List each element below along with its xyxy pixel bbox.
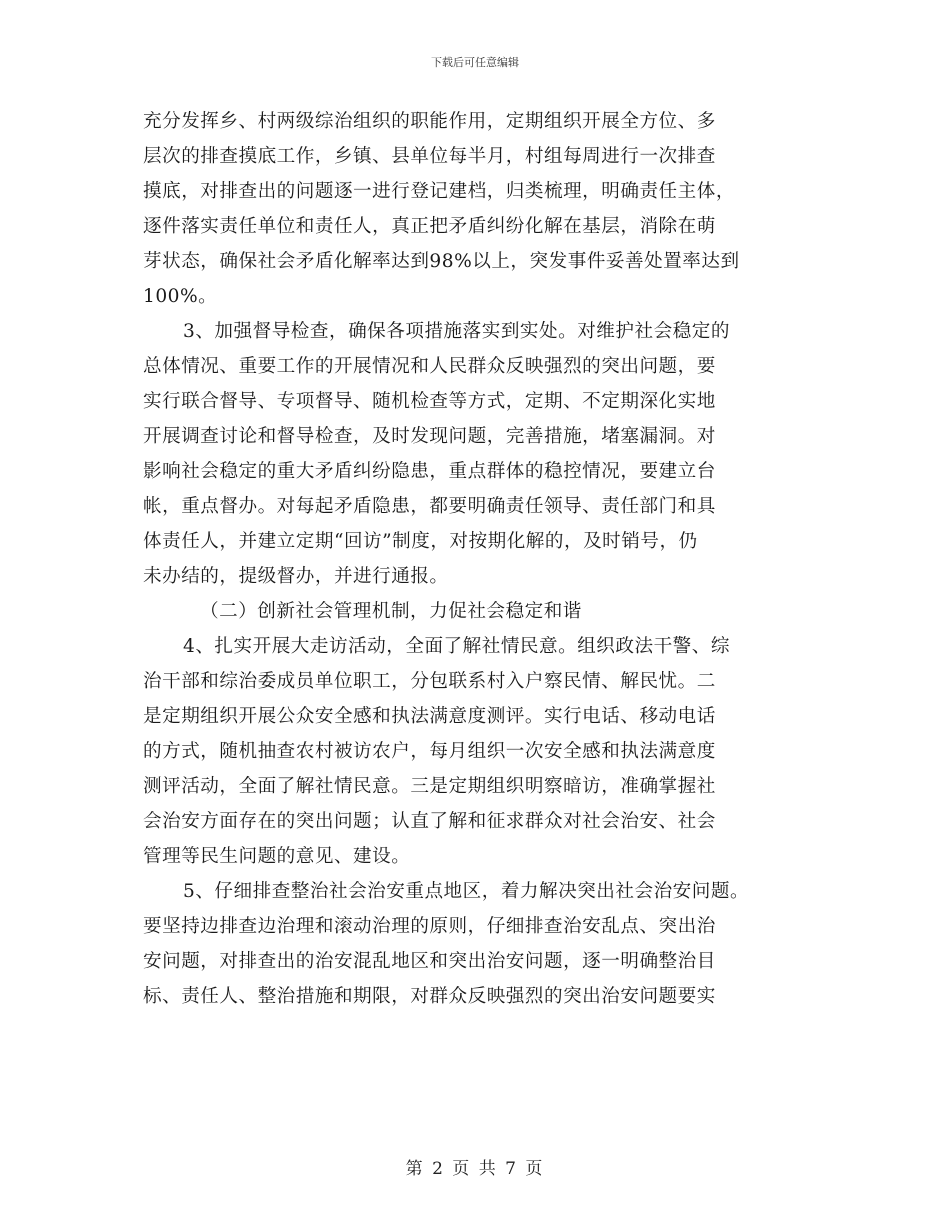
text-line: 会治安方面存在的突出问题；认直了解和征求群众对社会治安、社会 — [143, 811, 716, 832]
text-line: 要坚持边排查边治理和滚动治理的原则，仔细排查治安乱点、突出治 — [143, 916, 716, 937]
document-body — [143, 104, 813, 1014]
text-line: 安问题，对排查出的治安混乱地区和突出治安问题，逐一明确整治目 — [143, 951, 716, 972]
text-line: 影响社会稳定的重大矛盾纠纷隐患，重点群体的稳控情况，要建立台 — [143, 461, 716, 482]
text-line: 100%。 — [143, 286, 218, 307]
text-line: 是定期组织开展公众安全感和执法满意度测评。实行电话、移动电话 — [143, 706, 716, 727]
page-number-footer: 第 2 页 共 7 页 — [405, 1159, 545, 1179]
text-line: 的方式，随机抽查农村被访农户，每月组织一次安全感和执法满意度 — [143, 741, 716, 762]
text-line: 充分发挥乡、村两级综治组织的职能作用，定期组织开展全方位、多 — [143, 111, 716, 132]
text-line: 5、仔细排查整治社会治安重点地区，着力解决突出社会治安问题。 — [183, 881, 750, 902]
text-line: 管理等民生问题的意见、建设。 — [143, 846, 411, 867]
text-line: 芽状态，确保社会矛盾化解率达到98%以上，突发事件妥善处置率达到 — [143, 251, 740, 272]
text-line: 体责任人，并建立定期“回访”制度，对按期化解的，及时销号，仍 — [143, 531, 698, 552]
page-header: 下载后可任意编辑 — [431, 56, 519, 69]
text-line: 实行联合督导、专项督导、随机检查等方式，定期、不定期深化实地 — [143, 391, 716, 412]
text-line: 测评活动，全面了解社情民意。三是定期组织明察暗访，准确掌握社 — [143, 776, 716, 797]
text-line: 标、责任人、整治措施和期限，对群众反映强烈的突出治安问题要实 — [143, 986, 716, 1007]
text-line: 治干部和综治委成员单位职工，分包联系村入户察民情、解民忧。二 — [143, 671, 716, 692]
text-line: 总体情况、重要工作的开展情况和人民群众反映强烈的突出问题，要 — [143, 356, 716, 377]
text-line: 帐，重点督办。对每起矛盾隐患，都要明确责任领导、责任部门和具 — [143, 496, 716, 517]
text-line: 4、扎实开展大走访活动，全面了解社情民意。组织政法干警、综 — [183, 636, 730, 657]
text-line: 3、加强督导检查，确保各项措施落实到实处。对维护社会稳定的 — [183, 321, 730, 342]
text-line: 开展调查讨论和督导检查，及时发现问题，完善措施，堵塞漏洞。对 — [143, 426, 716, 447]
text-line: 逐件落实责任单位和责任人，真正把矛盾纠纷化解在基层，消除在萌 — [143, 216, 716, 237]
text-line: 未办结的，提级督办，并进行通报。 — [143, 566, 449, 587]
text-line: 摸底，对排查出的问题逐一进行登记建档，归类梳理，明确责任主体， — [143, 181, 735, 202]
text-line: 层次的排查摸底工作，乡镇、县单位每半月，村组每周进行一次排查 — [143, 146, 716, 167]
section-heading: （二）创新社会管理机制，力促社会稳定和谐 — [200, 601, 582, 622]
